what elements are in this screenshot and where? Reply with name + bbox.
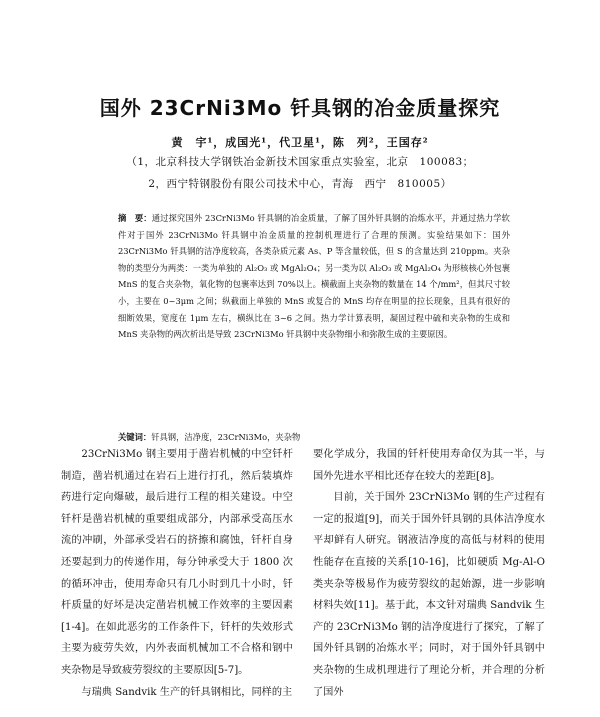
keywords bbox=[118, 429, 510, 445]
abstract-text: 通过探究国外 23CrNi3Mo 钎具钢的冶金质量，了解了国外钎具钢的冶炼水平，并通过热力学软件对于国外 23CrNi3Mo 钎具钢中冶金质量的控制机理进行了合理的预测。实验结果如下：国外 23CrNi3Mo 钎具钢的洁净度较高，各类杂质元素 As、P 等含量较低，但 S 的含量达到 210ppm。夹杂物的类型分为两类：一类为单独的 Al₂O₃ 或 MgAl₂O₄；另一类为以 Al₂O₃ 或 MgAl₂O₄ 为形核核心外包裹 MnS 的复合夹杂物，氧化物的包裹率达到 70%以上。横截面上夹杂物的数量在 14 个/mm²，但其尺寸较小，主要在 0~3μm 之间；纵截面上单独的 MnS 或复合的 MnS 均存在明显的拉长现象，且具有很好的细断效果，宽度在 1μm 左右，横纵比在 3~6 之间。热力学计算表明，凝固过程中硫和夹杂物的生成和 MnS 夹杂物的两次析出是导致 23CrNi3Mo 钎具钢中夹杂物细小和弥散生成的主要原因。 bbox=[118, 213, 510, 340]
abstract bbox=[118, 210, 510, 343]
paper-title: 国外 23CrNi3Mo 钎具钢的冶金质量探究 bbox=[99, 96, 501, 120]
body-column-right bbox=[313, 444, 545, 703]
author-list: 黄 宇¹，成国光¹，代卫星¹，陈 列²，王国存² bbox=[171, 136, 429, 149]
abstract-label: 摘 要： bbox=[118, 213, 152, 223]
keywords-text: 钎具钢，洁净度，23CrNi3Mo，夹杂物 bbox=[151, 432, 301, 442]
affiliation-line-2: 2，西宁特钢股份有限公司技术中心，青海 西宁 810005） bbox=[148, 178, 452, 190]
body-paragraph: 目前，关于国外 23CrNi3Mo 钢的生产过程有一定的报道[9]，而关于国外钎具钢的具体洁净度水平却鲜有人研究。钢液洁净度的高低与材料的使用性能存在直接的关系[10-16]，比如硬质 Mg-Al-O 类夹杂等极易作为疲劳裂纹的起始源，进一步影响材料失效[11]。基于此，本文针对瑞典 Sandvik 生产的 23CrNi3Mo 钢的洁净度进行了探究，了解了国外钎具钢的冶炼水平；同时，对于国外钎具钢中夹杂物的生成机理进行了理论分析，并合理的分析了国外 bbox=[313, 492, 545, 698]
body-paragraph: 23CrNi3Mo 钢主要用于凿岩机械的中空钎杆制造，凿岩机通过在岩石上进行打孔，然后装填炸药进行定向爆破，最后进行工程的相关建设。中空钎杆是凿岩机械的重要组成部分，内部承受高压水流的冲刷，外部承受岩石的挤擦和腐蚀，钎杆自身还要起到力的传递作用，每分钟承受大于 1800 次的循环冲击，使用寿命只有几小时到几十小时，钎杆质量的好坏是决定凿岩机械工作效率的主要因素[1-4]。在如此恶劣的工作条件下，钎杆的失效形式主要为疲劳失效，内外表面机械加工不合格和钢中夹杂物是导致疲劳裂纹的主要原因[5-7]。 bbox=[61, 449, 293, 676]
keywords-label: 关键词： bbox=[118, 432, 152, 442]
body-paragraph: 与瑞典 Sandvik 生产的钎具钢相比，同样的主 bbox=[81, 686, 293, 698]
affiliation-line-1: （1，北京科技大学钢铁冶金新技术国家重点实验室，北京 100083； bbox=[126, 156, 474, 168]
body-paragraph: 要化学成分，我国的钎杆使用寿命仅为其一半，与国外先进水平相比还存在较大的差距[8]。 bbox=[313, 449, 545, 482]
body-column-left bbox=[61, 444, 293, 703]
